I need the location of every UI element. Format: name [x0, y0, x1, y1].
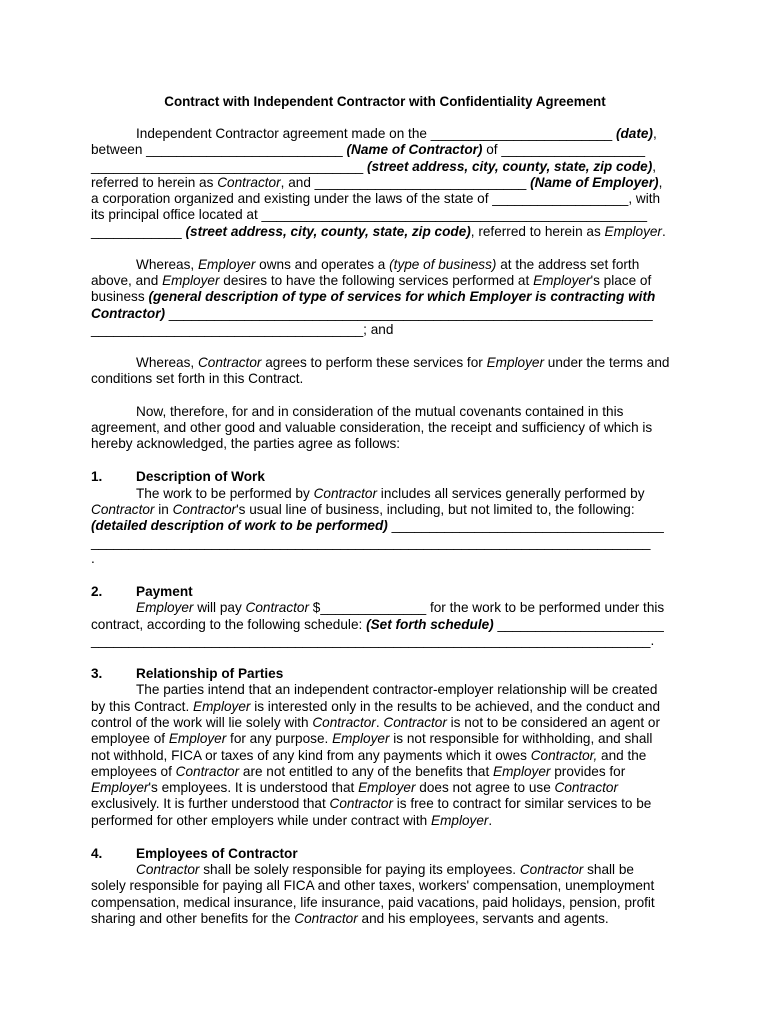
s1-line-4: __________________________________________________________________________: [91, 535, 651, 550]
intro-line-7: ____________ (street address, city, county, state, zip code), referred to herein as Employer.: [91, 224, 666, 239]
section-heading: Description of Work: [136, 469, 265, 484]
section-number: 4.: [91, 846, 103, 861]
intro-line-4: referred to herein as Contractor, and ____________________________ (Name of Employer),: [91, 175, 663, 190]
whereas2-line-2: conditions set forth in this Contract.: [91, 371, 304, 386]
whereas1-line-3: business (general description of type of services for which Employer is contracting with: [91, 289, 656, 304]
s3-line-4: employee of Employer for any purpose. Employer is not responsible for withholding, and shall: [91, 731, 653, 746]
s1-line-2: Contractor in Contractor's usual line of business, including, but not limited to, the following:: [91, 502, 635, 517]
whereas1-line-1: Whereas, Employer owns and operates a (type of business) at the address set forth: [136, 257, 640, 272]
intro-line-6: its principal office located at ___________________________________________________: [91, 207, 648, 222]
whereas2-line-1: Whereas, Contractor agrees to perform these services for Employer under the terms and: [136, 355, 670, 370]
s2-line-2: contract, according to the following schedule: (Set forth schedule) ______________________: [91, 617, 664, 632]
s3-line-9: performed for other employers while under contract with Employer.: [91, 813, 493, 828]
s3-line-3: control of the work will lie solely with Contractor. Contractor is not to be considered an agent or: [91, 715, 660, 730]
section-number: 1.: [91, 469, 103, 484]
s4-line-4: sharing and other benefits for the Contractor and his employees, servants and agents.: [91, 911, 609, 926]
s2-line-3: __________________________________________________________________________.: [91, 633, 655, 648]
s1-line-1: The work to be performed by Contractor includes all services generally performed by: [136, 486, 645, 501]
s4-line-1: Contractor shall be solely responsible for paying its employees. Contractor shall be: [136, 862, 634, 877]
intro-line-3: ____________________________________ (street address, city, county, state, zip code),: [91, 159, 657, 174]
intro-line-5: a corporation organized and existing under the laws of the state of __________________, with: [91, 191, 661, 206]
s1-line-5: .: [91, 551, 95, 566]
section-heading: Payment: [136, 584, 193, 599]
s3-line-7: Employer's employees. It is understood that Employer does not agree to use Contractor: [91, 780, 619, 795]
section-heading: Employees of Contractor: [136, 846, 298, 861]
now-line-3: hereby acknowledged, the parties agree as follows:: [91, 436, 401, 451]
s3-line-2: by this Contract. Employer is interested only in the results to be achieved, and the conduct and: [91, 699, 661, 714]
s1-line-3: (detailed description of work to be performed) ____________________________________: [91, 518, 664, 533]
s2-line-1: Employer will pay Contractor $______________ for the work to be performed under this: [136, 600, 665, 615]
section-heading: Relationship of Parties: [136, 666, 284, 681]
s3-line-8: exclusively. It is further understood that Contractor is free to contract for similar services to be: [91, 796, 652, 811]
s3-line-5: not withhold, FICA or taxes of any kind from any payments which it owes Contractor, and the: [91, 748, 647, 763]
whereas1-line-5: ____________________________________; and: [91, 322, 394, 337]
now-line-1: Now, therefore, for and in consideration of the mutual covenants contained in this: [136, 404, 624, 419]
document-title: Contract with Independent Contractor with Confidentiality Agreement: [164, 94, 606, 109]
s4-line-2: solely responsible for paying all FICA and other taxes, workers' compensation, unemployment: [91, 878, 655, 893]
s3-line-1: The parties intend that an independent contractor-employer relationship will be created: [136, 682, 658, 697]
whereas1-line-2: above, and Employer desires to have the following services performed at Employer's place of: [91, 273, 652, 288]
section-number: 2.: [91, 584, 103, 599]
intro-line-1: Independent Contractor agreement made on the ________________________ (date),: [136, 126, 657, 141]
intro-line-2: between __________________________ (Name of Contractor) of ___________________: [91, 142, 646, 157]
s3-line-6: employees of Contractor are not entitled to any of the benefits that Employer provides for: [91, 764, 626, 779]
now-line-2: agreement, and other good and valuable consideration, the receipt and sufficiency of which is: [91, 420, 653, 435]
section-number: 3.: [91, 666, 103, 681]
s4-line-3: compensation, medical insurance, life insurance, paid vacations, paid holidays, pension, profit: [91, 895, 655, 910]
whereas1-line-4: Contractor) ________________________________________________________________: [91, 306, 653, 321]
